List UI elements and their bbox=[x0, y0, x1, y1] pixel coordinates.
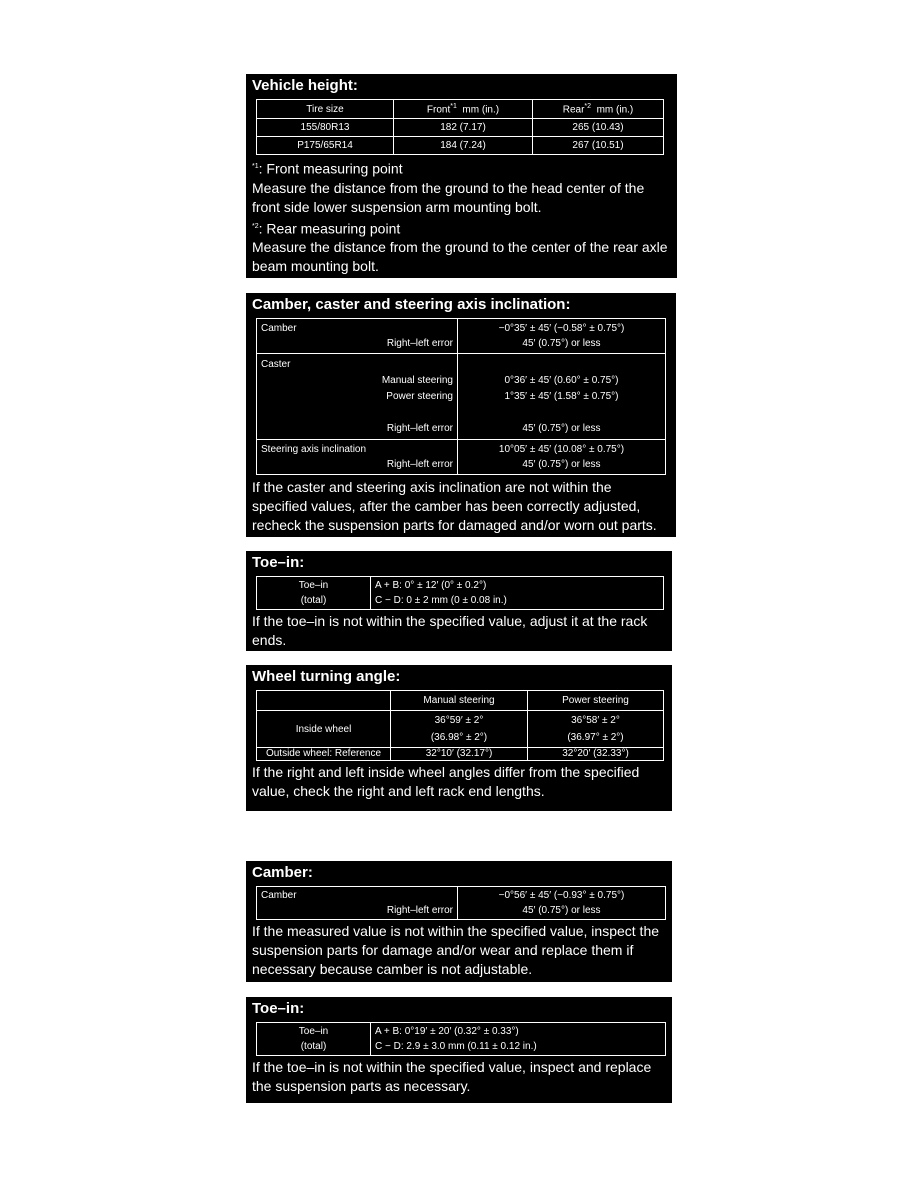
camber-value-cell: −0°35′ ± 45′ (−0.58° ± 0.75°) 45′ (0.75°) or less bbox=[458, 319, 666, 354]
table-header-row bbox=[257, 100, 664, 119]
toe-in-rear-title: Toe–in: bbox=[252, 1000, 305, 1017]
camber-row bbox=[257, 319, 666, 354]
table-row bbox=[257, 137, 664, 155]
camber-caster-note: If the caster and steering axis inclination are not within the specified values, after the camber has been correctly adjusted, recheck the suspension parts for damaged and/or worn out parts. bbox=[252, 479, 657, 533]
camber-rear-panel bbox=[246, 861, 672, 982]
empty-header-cell bbox=[257, 691, 391, 711]
header-front: Front$^{*1}$ mm (in.) bbox=[394, 100, 533, 119]
inside-wheel-row bbox=[257, 711, 664, 748]
toe-in-rear-panel bbox=[246, 997, 672, 1103]
toe-in-front-table bbox=[256, 576, 664, 610]
front-height-cell: 184 (7.24) bbox=[394, 137, 533, 155]
camber-caster-title: Camber, caster and steering axis inclination: bbox=[252, 296, 571, 313]
toe-in-front-panel bbox=[246, 551, 672, 651]
outside-manual-cell: 32°10′ (32.17°) bbox=[391, 748, 528, 761]
front-height-cell: 182 (7.17) bbox=[394, 119, 533, 137]
vehicle-height-title: Vehicle height: bbox=[252, 77, 358, 94]
outside-wheel-row bbox=[257, 748, 664, 761]
rear-measuring-note: $^{*2}$: Rear measuring point bbox=[252, 220, 401, 237]
toe-in-value-cell: A + B: 0° ± 12′ (0° ± 0.2°) C − D: 0 ± 2 mm (0 ± 0.08 in.) bbox=[371, 577, 664, 610]
tire-size-cell: P175/65R14 bbox=[257, 137, 394, 155]
wheel-turning-note: If the right and left inside wheel angles differ from the specified value, check the right and left rack end lengths. bbox=[252, 764, 640, 799]
caster-label-cell: Caster Manual steering Power steering Right–left error bbox=[257, 354, 458, 440]
toe-in-row bbox=[257, 1023, 666, 1056]
toe-in-front-title: Toe–in: bbox=[252, 554, 305, 571]
camber-rear-value-cell: −0°56′ ± 45′ (−0.93° ± 0.75°) 45′ (0.75°) or less bbox=[458, 887, 666, 920]
front-measuring-note: $^{*1}$: Front measuring point bbox=[252, 160, 403, 177]
header-tire-size: Tire size bbox=[257, 100, 394, 119]
outside-power-cell: 32°20′ (32.33°) bbox=[528, 748, 664, 761]
camber-caster-panel bbox=[246, 293, 676, 537]
header-rear: Rear$^{*2}$ mm (in.) bbox=[533, 100, 664, 119]
camber-rear-title: Camber: bbox=[252, 864, 313, 881]
rear-measuring-text: Measure the distance from the ground to the center of the rear axle beam mounting bolt. bbox=[252, 239, 668, 275]
header-power-steering: Power steering bbox=[528, 691, 664, 711]
camber-label-cell: Camber Right–left error bbox=[257, 319, 458, 354]
vehicle-height-table bbox=[256, 99, 664, 155]
rear-height-cell: 265 (10.43) bbox=[533, 119, 664, 137]
toe-in-label-cell: Toe–in (total) bbox=[257, 577, 371, 610]
toe-in-rear-note: If the toe–in is not within the specified value, inspect and replace the suspension parts as necessary. bbox=[252, 1059, 652, 1094]
toe-in-value-cell: A + B: 0°19′ ± 20′ (0.32° ± 0.33°) C − D: 2.9 ± 3.0 mm (0.11 ± 0.12 in.) bbox=[371, 1023, 666, 1056]
toe-in-front-note: If the toe–in is not within the specified value, adjust it at the rack ends. bbox=[252, 613, 648, 648]
wheel-turning-panel bbox=[246, 665, 672, 811]
camber-row bbox=[257, 887, 666, 920]
toe-in-label-cell: Toe–in (total) bbox=[257, 1023, 371, 1056]
table-row bbox=[257, 119, 664, 137]
tire-size-cell: 155/80R13 bbox=[257, 119, 394, 137]
camber-rear-note: If the measured value is not within the specified value, inspect the suspension parts for damage and/or wear and replace them if necessary because camber is not adjustable. bbox=[252, 923, 660, 977]
camber-rear-table bbox=[256, 886, 666, 920]
inside-wheel-label: Inside wheel bbox=[257, 711, 391, 748]
header-manual-steering: Manual steering bbox=[391, 691, 528, 711]
sai-label-cell: Steering axis inclination Right–left error bbox=[257, 440, 458, 475]
outside-wheel-label: Outside wheel: Reference bbox=[257, 748, 391, 761]
table-header-row bbox=[257, 691, 664, 711]
wheel-turning-table bbox=[256, 690, 664, 761]
wheel-turning-title: Wheel turning angle: bbox=[252, 668, 401, 685]
sai-row bbox=[257, 440, 666, 475]
caster-value-cell: 0°36′ ± 45′ (0.60° ± 0.75°) 1°35′ ± 45′ (1.58° ± 0.75°) 45′ (0.75°) or less bbox=[458, 354, 666, 440]
caster-row bbox=[257, 354, 666, 440]
sai-value-cell: 10°05′ ± 45′ (10.08° ± 0.75°) 45′ (0.75°) or less bbox=[458, 440, 666, 475]
inside-manual-cell: 36°59′ ± 2° (36.98° ± 2°) bbox=[391, 711, 528, 748]
inside-power-cell: 36°58′ ± 2° (36.97° ± 2°) bbox=[528, 711, 664, 748]
rear-height-cell: 267 (10.51) bbox=[533, 137, 664, 155]
camber-rear-label-cell: Camber Right–left error bbox=[257, 887, 458, 920]
front-measuring-text: Measure the distance from the ground to the head center of the front side lower suspension arm mounting bolt. bbox=[252, 179, 645, 215]
toe-in-row bbox=[257, 577, 664, 610]
toe-in-rear-table bbox=[256, 1022, 666, 1056]
camber-caster-table bbox=[256, 318, 666, 475]
vehicle-height-panel bbox=[246, 74, 677, 278]
